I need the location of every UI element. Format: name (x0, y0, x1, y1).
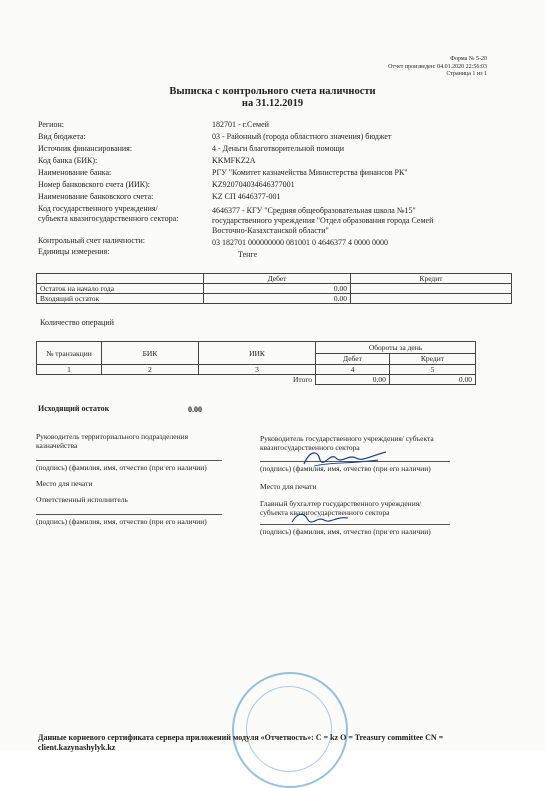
official-stamp (232, 672, 348, 788)
stamp-inner-ring (246, 686, 332, 772)
account-number-value: KZ920704034646377001 (212, 180, 295, 189)
ops-num-header: № транзакции (37, 342, 102, 365)
document-header (388, 56, 487, 79)
ops-bik-header: БИК (102, 342, 199, 365)
report-date: Отчет произведен: 04.01.2020 22:56:03 (388, 63, 487, 70)
account-number-label: Номер банковского счета (ИИК): (38, 180, 151, 189)
budget-type-label: Вид бюджета: (38, 132, 86, 141)
balance-row-credit (351, 294, 512, 304)
document-date: на 31.12.2019 (241, 98, 304, 109)
balance-table (36, 273, 512, 304)
balance-row-debit: 0.00 (204, 284, 351, 294)
operations-count-label: Количество операций (40, 318, 114, 327)
account-name-label: Наименование банковского счета: (38, 192, 154, 201)
region-label: Регион: (38, 120, 64, 129)
institution-head-signature (300, 446, 390, 470)
units-value: Тенге (238, 250, 258, 259)
executor-signature-line (36, 514, 222, 515)
institution-head-label-1: Руководитель государственного учреждения/ субъекта (260, 434, 434, 443)
funding-source-label: Источник финансирования: (38, 144, 133, 153)
institution-value-3: Восточно-Казахстанской области" (212, 226, 329, 235)
balance-row-debit: 0.00 (204, 294, 351, 304)
accountant-signature-line (260, 524, 450, 525)
balance-credit-header: Кредит (351, 274, 512, 284)
region-value: 182701 - г.Семей (212, 120, 269, 129)
ops-col-number: 1 (37, 365, 102, 375)
bank-name-label: Наименование банка: (38, 168, 112, 177)
outgoing-balance-value: 0.00 (188, 405, 202, 414)
balance-debit-header: Дебет (204, 274, 351, 284)
ops-total-debit: 0.00 (316, 375, 390, 385)
ops-col-number: 3 (199, 365, 316, 375)
institution-head-label-2: квазигосударственного сектора (260, 443, 360, 452)
institution-label-1: Код государственного учреждения/ (38, 204, 158, 213)
document-title: Выписка с контрольного счета наличности (169, 86, 376, 97)
budget-type-value: 03 - Районный (города областного значения) бюджет (212, 132, 392, 141)
treasury-head-caption: (подпись) (фамилия, имя, отчество (при его наличии) (36, 463, 207, 472)
control-account-value: 03 182701 000000000 081001 0 4646377 4 0000 0000 (212, 238, 388, 247)
certificate-line-2: client.kazynashylyk.kz (38, 743, 116, 752)
ops-col-number: 2 (102, 365, 199, 375)
operations-table (36, 341, 476, 385)
ops-turnover-header: Обороты за день (316, 342, 476, 354)
stamp-place-right: Место для печати (260, 482, 317, 491)
treasury-head-label-1: Руководитель территориального подразделения (36, 432, 189, 441)
ops-credit-header: Кредит (389, 353, 475, 365)
funding-source-value: 4 - Деньги благотворительной помощи (212, 144, 345, 153)
institution-value-2: государственного учреждения "Отдел образования города Семей (212, 216, 434, 225)
institution-head-caption: (подпись) (фамилия, имя, отчество (при его наличии) (260, 464, 431, 473)
stamp-place-left: Место для печати (36, 479, 93, 488)
outgoing-balance-label: Исходящий остаток (38, 404, 110, 413)
accountant-label-2: субъекта квазигосударственного сектора (260, 508, 390, 517)
accountant-label-1: Главный бухгалтер государственного учреждения/ (260, 499, 422, 508)
treasury-head-signature-line (36, 460, 222, 461)
bank-code-label: Код банка (БИК): (38, 156, 98, 165)
certificate-line-1: Данные корневого сертификата сервера приложений модуля «Отчетность»: C = kz O = Treasury committee CN = (38, 733, 444, 742)
accountant-signature (290, 510, 350, 528)
ops-col-number: 5 (389, 365, 475, 375)
treasury-head-label-2: казначейства (36, 441, 78, 450)
balance-row-label: Остаток на начало года (37, 284, 204, 294)
executor-caption: (подпись) (фамилия, имя, отчество (при его наличии) (36, 517, 207, 526)
ops-debit-header: Дебет (316, 353, 390, 365)
executor-label: Ответственный исполнитель (36, 495, 128, 504)
institution-value-1: 4646377 - КГУ "Средняя общеобразовательная школа №15" (212, 206, 416, 215)
control-account-label: Контрольный счет наличности: (38, 236, 145, 245)
ops-total-credit: 0.00 (389, 375, 475, 385)
page-number: Страница 1 из 1 (446, 71, 487, 77)
balance-row-credit (351, 284, 512, 294)
account-name-value: KZ СП 4646377-001 (212, 192, 281, 201)
bank-code-value: KKMFKZ2A (212, 156, 256, 165)
units-label: Единицы измерения: (38, 247, 110, 256)
ops-col-number: 4 (316, 365, 390, 375)
institution-label-2: субъекта квазигосударственного сектора: (38, 214, 179, 223)
bank-name-value: РГУ "Комитет казначейства Министерства финансов РК" (212, 168, 408, 177)
ops-total-label: Итого (37, 375, 316, 385)
accountant-caption: (подпись) (фамилия, имя, отчество (при его наличии) (260, 527, 431, 536)
balance-row-label: Входящий остаток (37, 294, 204, 304)
ops-iik-header: ИИК (199, 342, 316, 365)
form-number: Форма № 5-20 (450, 56, 487, 62)
